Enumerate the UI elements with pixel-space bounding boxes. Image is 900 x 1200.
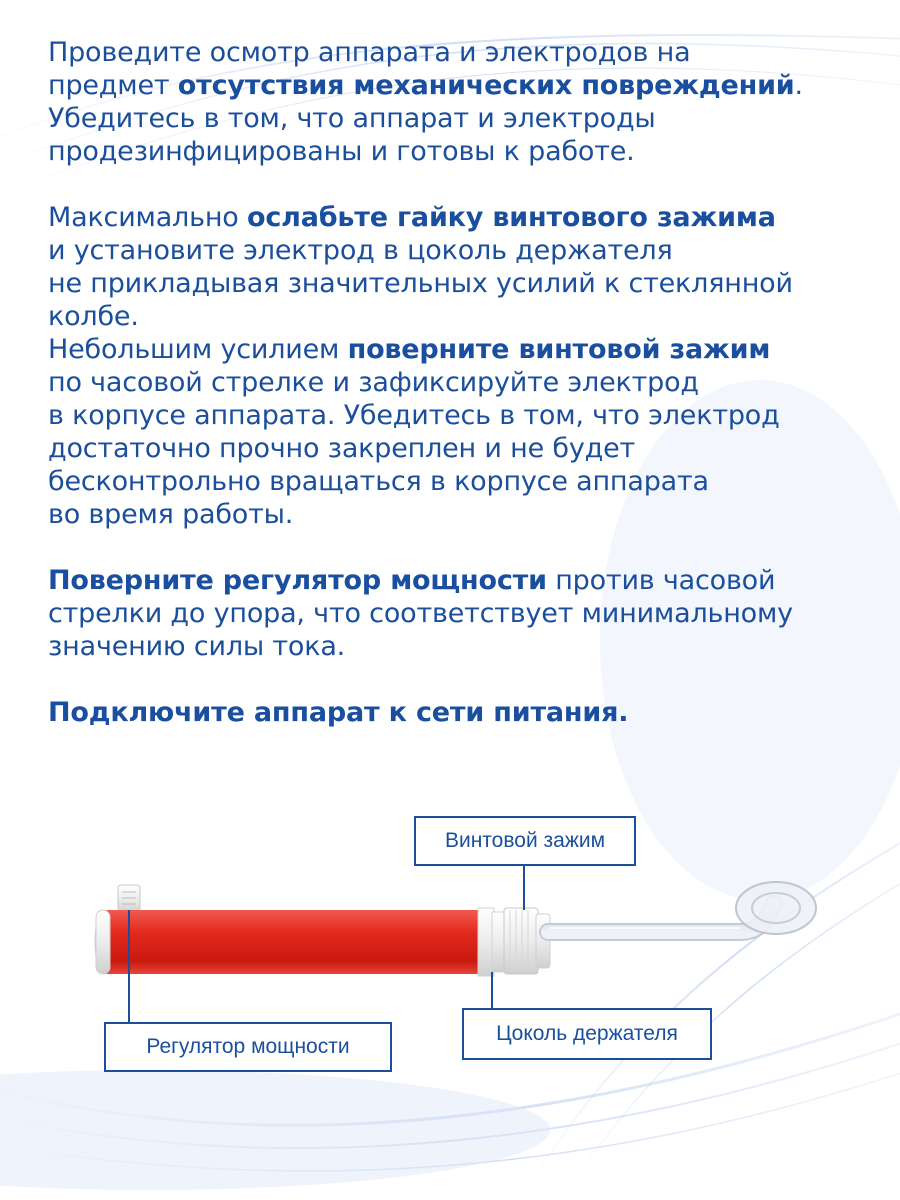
emphasis-text: Подключите аппарат к сети питания. [48,697,629,728]
text-line: предмет отсутствия механических повреждений. [48,70,803,101]
text-line: Поверните регулятор мощности против часовой [48,565,776,596]
callout-holder-base [462,1008,712,1060]
text-line: колбе. [48,301,139,332]
emphasis-text: Поверните регулятор мощности [48,565,547,596]
leader-power-regulator [128,910,130,1022]
text-line: достаточно прочно закреплен и не будет [48,433,636,464]
text-line: в корпусе аппарата. Убедитесь в том, что электрод [48,400,780,431]
emphasis-text: ослабьте гайку винтового зажима [246,202,776,233]
callout-screw-clamp [414,816,636,866]
holder-base [492,908,550,974]
leader-holder-base [491,972,493,1008]
text-line: Убедитесь в том, что аппарат и электроды [48,103,656,134]
text-line: во время работы. [48,499,294,530]
callout-label: Цоколь держателя [496,1022,678,1045]
device-body [95,908,494,976]
text-line: Небольшим усилием поверните винтовой зажим [48,334,771,365]
callout-label: Регулятор мощности [146,1035,350,1058]
text-line: Проведите осмотр аппарата и электродов на [48,37,691,68]
emphasis-text: отсутствия механических повреждений [177,70,795,101]
text-line: бесконтрольно вращаться в корпусе аппарата [48,466,709,497]
glass-electrode [548,882,816,934]
power-regulator-knob [118,885,140,913]
text-line: по часовой стрелке и зафиксируйте электрод [48,367,699,398]
emphasis-text: поверните винтовой зажим [347,334,771,365]
text-line: Максимально ослабьте гайку винтового зажима [48,202,776,233]
callout-power-regulator [104,1022,392,1072]
text-line: не прикладывая значительных усилий к стеклянной [48,268,793,299]
leader-screw-clamp [523,866,525,910]
callout-label: Винтовой зажим [444,829,606,852]
text-line: стрелки до упора, что соответствует минимальному [48,598,793,629]
text-line: значению силы тока. [48,631,346,662]
text-line: и установите электрод в цоколь держателя [48,235,673,266]
text-line: продезинфицированы и готовы к работе. [48,136,635,167]
